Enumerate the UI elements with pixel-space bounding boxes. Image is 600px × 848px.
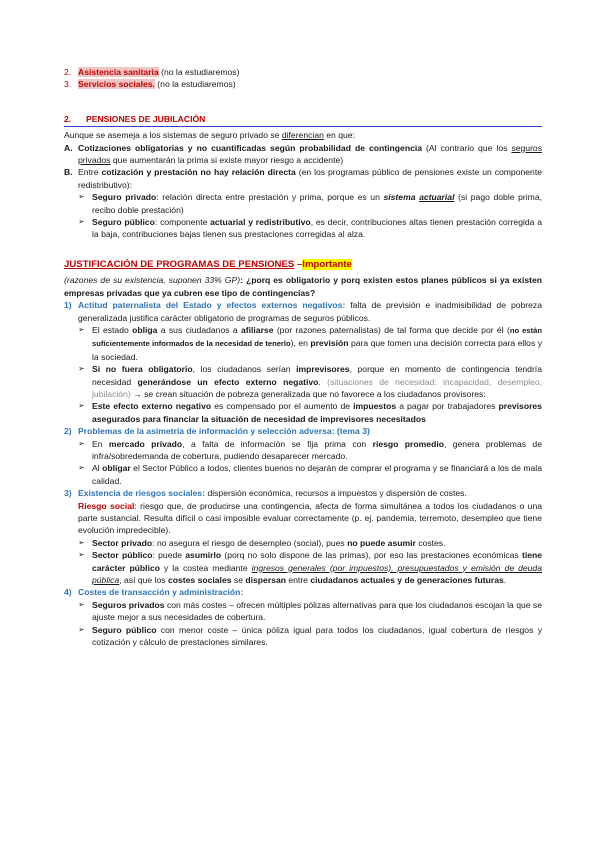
list-number: 3.	[64, 79, 72, 90]
text-span: afiliarse	[240, 324, 274, 335]
section-number: 2.	[64, 113, 72, 124]
arrow-bullet-icon: ➢	[78, 550, 85, 560]
arrow-bullet-icon: ➢	[78, 624, 85, 634]
text-span: es compensado por el aumento de	[211, 401, 354, 412]
bullet-seguro-publico-coste	[78, 624, 542, 649]
text-span: JUSTIFICACIÓN DE PROGRAMAS DE PENSIONES	[64, 258, 295, 270]
arrow-bullet-icon: ➢	[78, 217, 85, 227]
list-title: Asistencia sanitaria	[78, 67, 159, 77]
text-span: Este efecto externo negativo	[92, 401, 212, 412]
text-span: a sus ciudadanos a	[157, 324, 241, 335]
bullet-obliga	[78, 324, 542, 363]
text-span: El estado	[92, 324, 133, 335]
text-span: ingresos generales (por impuestos), presupuestados y emisión de deuda pública	[92, 562, 542, 586]
text-span: y la costea mediante	[160, 562, 252, 573]
section-title: PENSIONES DE JUBILACIÓN	[86, 113, 206, 124]
reason-1	[64, 299, 542, 324]
item-b	[64, 166, 542, 191]
text-span: , los ciudadanos serían	[192, 364, 297, 375]
arrow-bullet-icon: ➢	[78, 192, 85, 202]
text-span: , porque en momento de contingencia tendría necesidad	[92, 364, 542, 387]
text-span: imprevisores	[296, 364, 350, 375]
text-span: no puede asumir	[347, 537, 416, 548]
bullet-seguro-privado	[78, 191, 542, 216]
text-span: que aumentarán la prima si existe mayor riesgo a accidente)	[110, 155, 344, 166]
list-item-asistencia	[64, 66, 542, 78]
item-letter: B.	[64, 167, 73, 178]
list-item-servicios	[64, 78, 542, 90]
text-span: : puede	[152, 550, 186, 561]
text-span: .	[503, 575, 507, 586]
text-span: Entre	[78, 167, 102, 178]
text-span: sistema	[383, 192, 420, 203]
text-span: Si no fuera obligatorio	[92, 364, 193, 375]
text-span: mercado privado	[108, 438, 183, 449]
bullet-sector-privado	[78, 537, 542, 549]
section-heading	[64, 113, 542, 127]
item-a	[64, 142, 542, 167]
text-span: diferencian	[281, 130, 324, 141]
reason-title: Problemas de la asimetría de información y selección adversa: (tema 3)	[78, 426, 370, 437]
arrow-bullet-icon: ➢	[78, 599, 85, 609]
justification-heading	[64, 259, 542, 271]
bullet-seguro-publico	[78, 216, 542, 241]
definition-label: Riesgo social	[78, 500, 135, 511]
reason-number: 2)	[64, 426, 72, 437]
arrow-bullet-icon: ➢	[78, 364, 85, 374]
text-span: seguros privados	[78, 142, 543, 166]
arrow-bullet-icon: ➢	[78, 438, 85, 448]
text-span: , a falta de información se fija prima con	[182, 438, 373, 449]
text-span: Seguro público	[92, 217, 155, 228]
text-span: (razones de su existencia, suponen 33% GP)	[64, 275, 241, 286]
text-span: dispersión económica, recursos a impuestos y dispersión de costes.	[205, 488, 467, 499]
text-span: Seguros privados	[92, 599, 165, 610]
text-span: Al	[92, 463, 103, 474]
text-span: previsión	[310, 338, 349, 349]
text-span: : no asegura el riesgo de desempleo (social), pues	[152, 537, 348, 548]
bullet-no-obligatorio	[78, 363, 542, 400]
item-letter: A.	[64, 142, 73, 153]
reason-number: 4)	[64, 587, 72, 598]
text-span: obliga	[132, 324, 158, 335]
reason-title: Costes de transacción y administración:	[78, 587, 244, 598]
arrow-bullet-icon: ➢	[78, 324, 85, 334]
text-span: En	[92, 438, 109, 449]
text-span: a pagar por trabajadores	[396, 401, 499, 412]
riesgo-social-definition	[78, 500, 542, 537]
text-span: cotización y prestación no hay relación directa	[101, 167, 296, 178]
text-span: tiene carácter público	[92, 550, 543, 573]
list-note: (no la estudiaremos)	[158, 67, 240, 77]
text-span: Cotizaciones obligatorias y no cuantificadas según probabilidad de contingencia	[78, 142, 423, 153]
justification-subtitle	[64, 274, 542, 299]
text-span: en que:	[323, 130, 355, 141]
text-span: : relación directa entre prestación y prima, porque es un	[156, 192, 384, 203]
reason-4	[64, 586, 542, 598]
text-span: , genera problemas de infra/sobredemanda de cobertura, pudiendo desaparecer mercado.	[92, 438, 542, 461]
text-span: Seguro privado	[92, 192, 157, 203]
text-span: riesgo promedio	[372, 438, 444, 449]
arrow-bullet-icon: ➢	[78, 463, 85, 473]
text-span: Aunque se asemeja a los sistemas de seguro privado se	[64, 130, 282, 141]
important-tag: Importante	[302, 258, 352, 270]
text-span: con menor coste – única póliza igual para todos los ciudadanos, igual cobertura de riesgos y cotización y cálculo de prestaciones similares.	[92, 624, 542, 648]
document-page	[64, 66, 542, 648]
list-number: 2.	[64, 67, 72, 77]
text-span: , es decir, contribuciones altas tienen prestación corregida a la baja, contribuciones bajas tienen sus prestaciones corregidas al alza.	[92, 217, 542, 240]
text-span: costes.	[415, 537, 446, 548]
text-span: generándose un efecto externo negativo	[137, 376, 319, 387]
text-span: (si pago doble prima, recibo doble prestación)	[92, 192, 543, 215]
text-span: –	[294, 258, 303, 270]
text-span: Sector público	[92, 550, 153, 561]
text-span: (por razones paternalistas) de tal forma que decide por él (	[273, 324, 510, 335]
text-span: no están suficientemente informados de la necesidad de tenerlo	[92, 325, 542, 349]
reason-title: Existencia de riesgos sociales:	[78, 488, 206, 499]
text-span: obligar	[102, 463, 131, 474]
text-span: con más costes – ofrecen múltiples pólizas alternativas para que los ciudadanos escojan la que se ajuste mejor a sus necesidades de cobertura.	[92, 599, 542, 623]
bullet-efecto-externo	[78, 400, 542, 425]
text-span: , así que los	[119, 575, 168, 586]
arrow-bullet-icon: ➢	[78, 537, 85, 547]
reason-2	[64, 425, 542, 437]
text-span: .	[318, 376, 328, 387]
text-span: falta de previsión e inadmisibilidad de pobreza generalizada justifica carácter obligatorio de programas de seguros públicos.	[78, 300, 542, 323]
text-span: impuestos	[353, 401, 397, 412]
bullet-sector-publico	[78, 549, 542, 586]
text-span: (situaciones de necesidad: incapacidad, desempleo, jubilación)	[92, 376, 543, 399]
text-span: para que tomen una decisión correcta para ellos y la sociedad.	[92, 338, 542, 362]
text-span: ciudadanos actuales y de generaciones futuras	[310, 575, 504, 586]
reason-title: Actitud paternalista del Estado y efectos externos negativos:	[78, 300, 346, 311]
arrow-bullet-icon: ➢	[78, 401, 85, 411]
text-span: asumirlo	[185, 550, 222, 561]
bullet-seguros-privados	[78, 599, 542, 624]
text-span: (en los programas público de pensiones existe un componente redistributivo):	[78, 167, 542, 190]
text-span: se	[231, 575, 246, 586]
text-span: actuarial y redistributivo	[210, 217, 311, 228]
text-span: : componente	[154, 217, 211, 228]
text-span: actuarial	[419, 192, 455, 203]
text-span: costes sociales	[167, 575, 232, 586]
text-span: Sector privado	[92, 537, 153, 548]
text-span: ), en	[290, 338, 311, 349]
text-span: : riesgo que, de producirse una contingencia, afecta de forma simultánea a todos los ciudadanos o una parte sustancial. Resulta difícil o casi imposible evaluar correctamente (p. ej. pandemia, terremoto, desempleo que tiene evolución impredecible).	[78, 500, 543, 536]
text-span: Seguro público	[92, 624, 157, 635]
bullet-mercado-privado	[78, 438, 542, 463]
text-span: : ¿porq es obligatorio y porq existen estos planes públicos si ya existen empresas privadas que ya cubren ese tipo de contingencias?	[64, 275, 543, 298]
list-note: (no la estudiaremos)	[154, 79, 236, 90]
text-span: (porq no solo dispone de las primas), por eso las prestaciones económicas	[221, 550, 522, 561]
text-span: previsores asegurados para financiar la situación de necesidad de imprevisores necesitados	[92, 401, 542, 424]
reason-3	[64, 487, 542, 499]
text-span: → se crean situación de pobreza generalizada que no favorece a los ciudadanos provisores:	[130, 388, 486, 399]
text-span: dispersan	[245, 575, 286, 586]
list-title: Servicios sociales.	[78, 79, 155, 90]
text-span: entre	[285, 575, 311, 586]
reason-number: 3)	[64, 488, 72, 499]
text-span: el Sector Público a todos, clientes buenos no dejarán de comprar el programa y se financiará a los de mala calidad.	[92, 463, 543, 486]
reason-number: 1)	[64, 300, 72, 311]
bullet-obligar	[78, 462, 542, 487]
intro-paragraph	[64, 129, 542, 141]
text-span: (Al contrario que los	[422, 142, 512, 153]
